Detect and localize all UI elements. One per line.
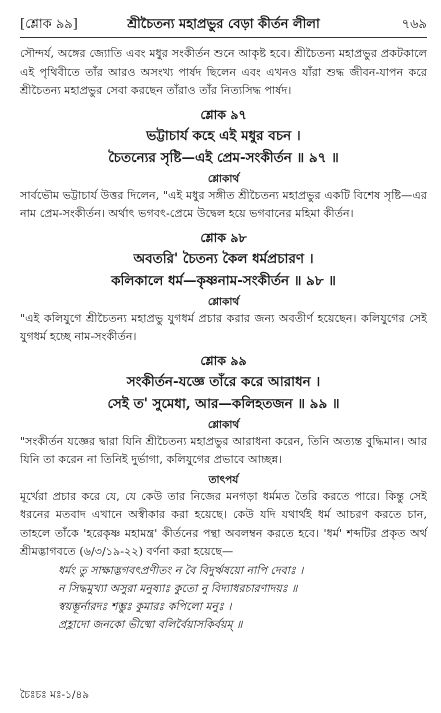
chapter-title: শ্রীচৈতন্য মহাপ্রভুর বেড়া কীর্তন লীলা <box>127 17 320 32</box>
sanskrit-line: ন সিদ্ধমুখ্যা অসুরা মনুষ্যাঃ কুতো নু বিদ্যাধরচারণাদয়ঃ ॥ <box>58 581 298 595</box>
translation-text: সার্বভৌম ভট্টাচার্য উত্তর দিলেন, "এই মধুর সঙ্গীত শ্রীচৈতন্য মহাপ্রভুর একটি বিশেষ সৃষ্টি—এর নাম প্রেম-সংকীর্তন। অর্থাৎ ভগবৎ-প্রেমে উদ্বেল হয়ে ভগবানের মহিমা কীর্তন। <box>20 188 427 220</box>
running-header <box>20 13 427 38</box>
verse-heading: শ্লোক ৯৯ <box>200 352 247 368</box>
verse-heading: শ্লোক ৯৮ <box>200 229 247 245</box>
translation-text: "সংকীর্তন যজ্ঞের দ্বারা যিনি শ্রীচৈতন্য মহাপ্রভুর আরাধনা করেন, তিনি অত্যন্ত বুদ্ধিমান। আর যিনি তা করেন না তিনিই দুর্ভাগা, কলিযুগের প্রভাবে আচ্ছন্ন। <box>20 434 427 466</box>
sanskrit-line: স্বয়ম্ভূর্নারদঃ শম্ভুঃ কুমারঃ কপিলো মনুঃ । <box>58 599 232 613</box>
verse-line: চৈতন্যের সৃষ্টি—এই প্রেম-সংকীর্তন ॥ ৯৭ ॥ <box>108 149 339 166</box>
translation-text: "এই কলিযুগে শ্রীচৈতন্য মহাপ্রভু যুগধর্ম প্রচার করার জন্য অবতীর্ণ হয়েছেন। কলিযুগের সেই যুগধর্ম হচ্ছে নাম-সংকীর্তন। <box>20 311 427 343</box>
translation-label: শ্লোকার্থ <box>207 295 240 308</box>
page-number: ৭৬৯ <box>401 17 427 32</box>
verse-line: অবতরি' চৈতন্য কৈল ধর্মপ্রচারণ । <box>133 250 314 267</box>
verse-line: ভট্টাচার্য কহে এই মধুর বচন । <box>146 127 301 144</box>
intro-paragraph: সৌন্দর্য, অঙ্গের জ্যোতি এবং মধুর সংকীর্তন শুনে আকৃষ্ট হবে। শ্রীচৈতন্য মহাপ্রভুর প্রকটকালে এই পৃথিবীতে তাঁর আরও অসংখ্য পার্ষদ ছিলেন এবং এখনও যাঁরা শুদ্ধ জীবন-যাপন করে শ্রীচৈতন্য মহাপ্রভুর সেবা করছেন তাঁরাও তাঁর নিত্যসিদ্ধ পার্ষদ। <box>20 47 427 97</box>
purport-label: তাৎপর্য <box>208 473 239 486</box>
verse-97 <box>20 105 427 224</box>
purport-text: মূর্খেরা প্রচার করে যে, যে কেউ তার নিজের মনগড়া ধর্মমত তৈরি করতে পারে। কিন্তু সেই ধরনের মতবাদ এখানে অস্বীকার করা হয়েছে। কেউ যদি যথার্থই ধর্ম আচরণ করতে চান, তাহলে তাঁকে 'হরেকৃষ্ণ মহামন্ত্র' কীর্তনের পন্থা অবলম্বন করতে হবে। 'ধর্ম' শব্দটির প্রকৃত অর্থ শ্রীমদ্ভাগবতে (৬/৩/১৯-২২) বর্ণনা করা হয়েছে— <box>20 489 427 558</box>
purport-section <box>20 472 427 634</box>
verse-line: সেই ত' সুমেধা, আর—কলিহতজন ॥ ৯৯ ॥ <box>107 395 340 412</box>
signature-mark: চৈঃচঃ মঃ-১/৪৯ <box>20 689 90 701</box>
verse-reference: [শ্লোক ৯৯] <box>20 17 78 32</box>
translation-label: শ্লোকার্থ <box>207 418 240 431</box>
verse-98 <box>20 228 427 347</box>
verse-99 <box>20 351 427 470</box>
verse-heading: শ্লোক ৯৭ <box>200 106 247 122</box>
page-body <box>20 45 427 634</box>
verse-line: সংকীর্তন-যজ্ঞে তাঁরে করে আরাধন । <box>126 373 321 390</box>
sanskrit-line: প্রহ্লাদো জনকো ভীষ্মো বলির্বৈয়াসকির্বয়ম্ ॥ <box>58 617 243 631</box>
sanskrit-line: ধর্মং তু সাক্ষাদ্ভগবৎপ্রণীতং ন বৈ বিদুর্ঋষয়ো নাপি দেবাঃ । <box>58 563 304 577</box>
translation-label: শ্লোকার্থ <box>207 172 240 185</box>
verse-line: কলিকালে ধর্ম—কৃষ্ণনাম-সংকীর্তন ॥ ৯৮ ॥ <box>111 272 336 289</box>
